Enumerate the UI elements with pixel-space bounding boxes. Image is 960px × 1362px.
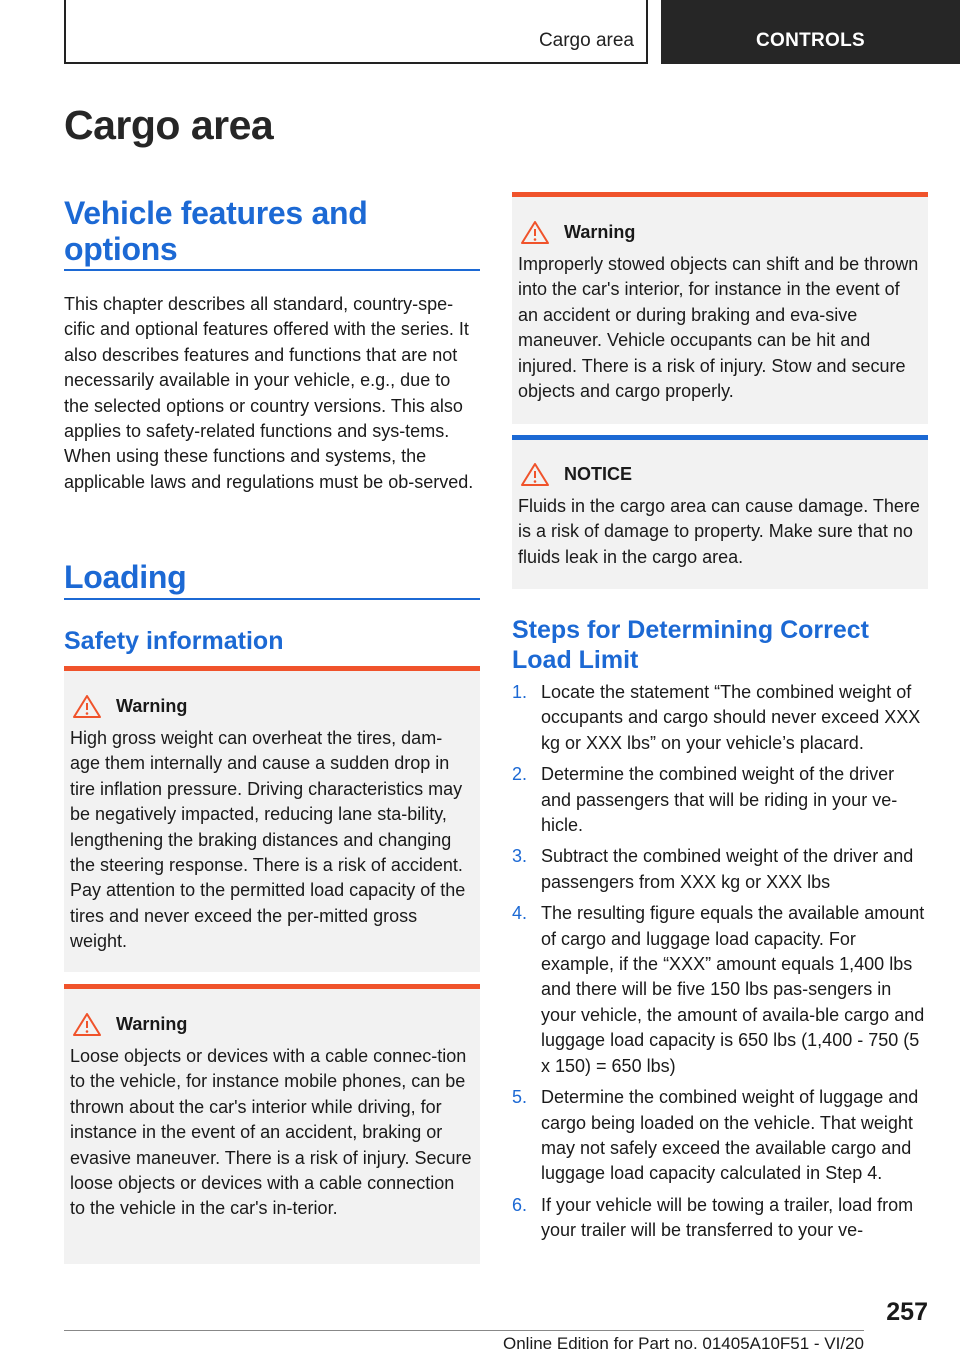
step-number: 4. [512, 903, 528, 924]
list-item [512, 1193, 928, 1244]
notice-header [518, 461, 632, 487]
step-number: 1. [512, 682, 528, 702]
step-number: 2. [512, 764, 528, 785]
warning-text: Loose objects or devices with a cable connec-tion to the vehicle, for instance mobile phones, can be thrown about the car's interior while driving, for instance in the event of an accident, braking or evasive maneuver. There is a risk of injury. Secure loose objects or devices with a cable connection to the vehicle in the car's in-terior. [70, 1046, 472, 1219]
notice-triangle-icon [518, 461, 552, 487]
warning-header [70, 693, 187, 719]
warning-triangle-icon [70, 693, 104, 719]
notice-bar [512, 435, 928, 440]
page-title: Cargo area [64, 102, 274, 148]
list-item [512, 1085, 928, 1187]
step-number: 6. [512, 1194, 528, 1215]
list-item [512, 762, 928, 838]
step-text: The resulting figure equals the available amount of cargo and luggage load capacity. For example, if the “XXX” amount equals 1,400 lbs and there will be five 150 lbs pas-sengers in your vehicle, the amount of availa-ble cargo and luggage load capacity is 650 lbs (1,400 - 750 (5 x 150) = 650 lbs) [541, 903, 925, 1076]
steps-list [512, 680, 928, 1250]
warning-label: Warning [564, 221, 636, 242]
heading-loading: Loading [64, 559, 187, 595]
step-number: 3. [512, 846, 528, 867]
warning-box-loose-objects [64, 984, 480, 1264]
warning-box-stowed-objects [512, 192, 928, 424]
heading-rule [64, 269, 480, 271]
header-section-box [64, 0, 648, 64]
page-number: 257 [886, 1298, 928, 1326]
warning-triangle-icon [70, 1011, 104, 1037]
footer-edition-text: Online Edition for Part no. 01405A10F51 - VI/20 [503, 1334, 865, 1353]
step-text: Subtract the combined weight of the driver and passengers from XXX kg or XXX lbs [541, 846, 914, 892]
header-chapter-tab: CONTROLS [661, 0, 960, 64]
step-number: 5. [512, 1087, 528, 1108]
step-text: Determine the combined weight of the driver and passengers that will be riding in your ve-hicle. [541, 764, 898, 836]
warning-bar [512, 192, 928, 197]
warning-bar [64, 666, 480, 671]
notice-label: NOTICE [564, 463, 633, 484]
heading-safety-information: Safety information [64, 627, 284, 655]
warning-text: High gross weight can overheat the tires, dam-age them internally and cause a sudden drop in tire inflation pressure. Driving characteristics may be negatively impacted, reducing lane sta-bility, lengthening the braking distances and changing the steering response. There is a risk of accident. Pay attention to the permitted load capacity of the tires and never exceed the per-mitted gross weight. [70, 728, 466, 952]
step-text: Determine the combined weight of luggage and cargo being loaded on the vehicle. That weight may not safely exceed the available cargo and luggage load capacity calculated in Step 4. [541, 1087, 919, 1184]
list-item [512, 901, 928, 1079]
warning-box-gross-weight [64, 666, 480, 972]
step-text: If your vehicle will be towing a trailer, load from your trailer will be transferred to your ve- [541, 1194, 914, 1241]
heading-steps-load-limit: Steps for Determining Correct Load Limit [512, 616, 870, 674]
notice-text: Fluids in the cargo area can cause damage. There is a risk of damage to property. Make sure that no fluids leak in the cargo area. [518, 496, 920, 567]
header-section-title: Cargo area [538, 30, 634, 51]
list-item [512, 844, 928, 895]
features-paragraph: This chapter describes all standard, country-spe-cific and optional features offered with the series. It also describes features and functions that are not necessarily available in your vehicle, e.g., due to the selected options or country versions. This also applies to safety-related functions and sys-tems. When using these functions and systems, the applicable laws and regulations must be ob-served. [64, 294, 474, 492]
step-text: Locate the statement “The combined weight of occupants and cargo should never exceed XXX kg or XXX lbs” on your vehicle’s placard. [541, 682, 921, 753]
warning-triangle-icon [518, 219, 552, 245]
heading-vehicle-features: Vehicle features and options [64, 195, 368, 267]
warning-text: Improperly stowed objects can shift and be thrown into the car's interior, for instance in the event of an accident or during braking and eva-sive maneuver. Vehicle occupants can be hit and injured. There is a risk of injury. Stow and secure objects and cargo properly. [518, 254, 919, 402]
footer-rule [64, 1330, 864, 1331]
warning-header [518, 219, 635, 245]
notice-box-fluids [512, 435, 928, 589]
warning-label: Warning [116, 1013, 188, 1034]
warning-header [70, 1011, 187, 1037]
warning-label: Warning [116, 695, 188, 716]
list-item [512, 680, 928, 756]
warning-bar [64, 984, 480, 989]
heading-rule [64, 598, 480, 600]
